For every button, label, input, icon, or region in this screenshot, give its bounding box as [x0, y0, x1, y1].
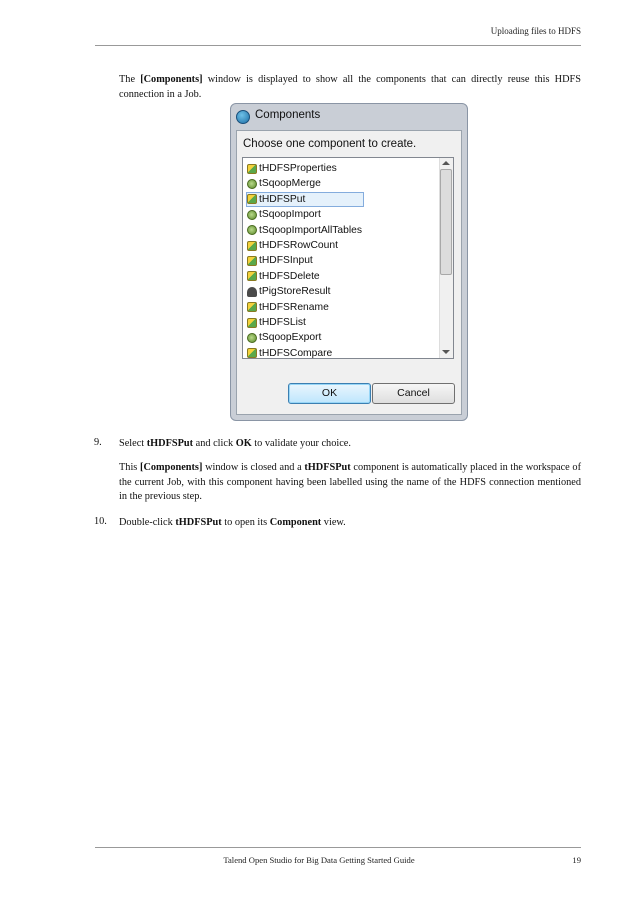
hdfs-component-icon — [247, 271, 257, 281]
step-9-instruction — [119, 437, 581, 452]
list-item[interactable] — [247, 346, 332, 359]
step-9-bold: OK — [235, 438, 252, 449]
list-item-label: tHDFSRowCount — [259, 240, 338, 251]
scrollbar-thumb[interactable] — [440, 169, 452, 275]
step-10-text: Double-click — [119, 517, 176, 528]
sqoop-component-icon — [247, 179, 257, 189]
footer-title: Talend Open Studio for Big Data Getting Started Guide — [223, 855, 415, 865]
component-list[interactable] — [242, 157, 454, 359]
list-item-label: tHDFSPut — [259, 193, 306, 205]
list-item[interactable] — [247, 284, 331, 299]
ok-button[interactable]: OK — [288, 383, 371, 404]
step-9-result-text: This — [119, 462, 141, 473]
sqoop-component-icon — [247, 210, 257, 220]
step-9-result-text: component is automatically placed in the workspace of the current Job, with this component having been labelled using the name of the HDFS connection mentioned in the previous step. — [119, 462, 582, 502]
hdfs-component-icon — [247, 302, 257, 312]
list-item[interactable] — [247, 207, 321, 222]
list-item-label: tSqoopExport — [259, 332, 322, 344]
step-9-text: and click — [193, 438, 236, 449]
list-item[interactable] — [247, 238, 338, 253]
step-10-instruction — [119, 516, 581, 531]
sqoop-component-icon — [247, 225, 257, 235]
intro-text-rest: window is displayed to show all the components that can directly reuse this HDFS connection in a Job. — [119, 74, 581, 100]
list-item-label: tHDFSList — [259, 317, 306, 328]
step-10-text: to open its — [221, 517, 270, 528]
step-9-result-bold: tHDFSPut — [304, 462, 351, 473]
intro-text: The — [119, 74, 141, 85]
sqoop-component-icon — [247, 333, 257, 343]
hdfs-component-icon — [247, 164, 257, 174]
app-logo-icon — [236, 110, 250, 124]
step-10-number: 10. — [94, 516, 107, 527]
hdfs-component-icon — [247, 241, 257, 251]
hdfs-component-icon — [247, 318, 257, 328]
list-item[interactable] — [247, 253, 313, 268]
step-9-number: 9. — [94, 437, 102, 448]
footer-rule — [95, 847, 581, 848]
list-item-label: tSqoopImportAllTables — [259, 224, 363, 236]
hdfs-component-icon — [247, 194, 257, 204]
list-item[interactable] — [247, 330, 321, 345]
list-item-label: tPigStoreResult — [259, 286, 331, 298]
step-9-text: to validate your choice. — [251, 438, 351, 449]
list-item-label: tSqoopImport — [259, 209, 321, 221]
list-item-label: tSqoopMerge — [259, 178, 321, 190]
hdfs-component-icon — [247, 348, 257, 358]
dialog-title: Components — [255, 109, 321, 121]
list-item[interactable] — [247, 300, 329, 315]
step-9-text: Select — [119, 438, 147, 449]
step-10-bold: tHDFSPut — [175, 517, 222, 528]
step-9-result-text: window is closed and a — [202, 462, 305, 473]
intro-bold: [Components] — [140, 74, 203, 85]
step-9-bold: tHDFSPut — [146, 438, 194, 449]
dialog-prompt: Choose one component to create. — [243, 138, 417, 150]
list-item-label: tHDFSProperties — [259, 163, 337, 174]
scroll-down-icon[interactable] — [442, 350, 450, 354]
cancel-button[interactable]: Cancel — [372, 383, 455, 404]
step-9-result-bold: [Components] — [140, 462, 203, 473]
list-item-label: tHDFSInput — [259, 255, 313, 267]
list-item[interactable] — [247, 176, 321, 191]
list-item-label: tHDFSDelete — [259, 270, 320, 282]
intro-paragraph — [119, 73, 581, 102]
header-rule — [95, 45, 581, 46]
step-9-result-paragraph — [119, 461, 581, 505]
running-header: Uploading files to HDFS — [490, 26, 581, 36]
step-10-bold: Component — [269, 517, 322, 528]
step-10-text: view. — [321, 517, 346, 528]
pig-component-icon — [247, 287, 257, 297]
list-item[interactable] — [247, 161, 337, 176]
list-item-label: tHDFSRename — [259, 301, 329, 313]
list-item[interactable] — [247, 269, 320, 284]
list-item-label: tHDFSCompare — [259, 347, 333, 359]
list-item[interactable] — [246, 192, 364, 207]
list-item[interactable] — [247, 223, 362, 238]
scroll-up-icon[interactable] — [442, 161, 450, 165]
page-number: 19 — [572, 855, 581, 865]
hdfs-component-icon — [247, 256, 257, 266]
list-item[interactable] — [247, 315, 306, 330]
